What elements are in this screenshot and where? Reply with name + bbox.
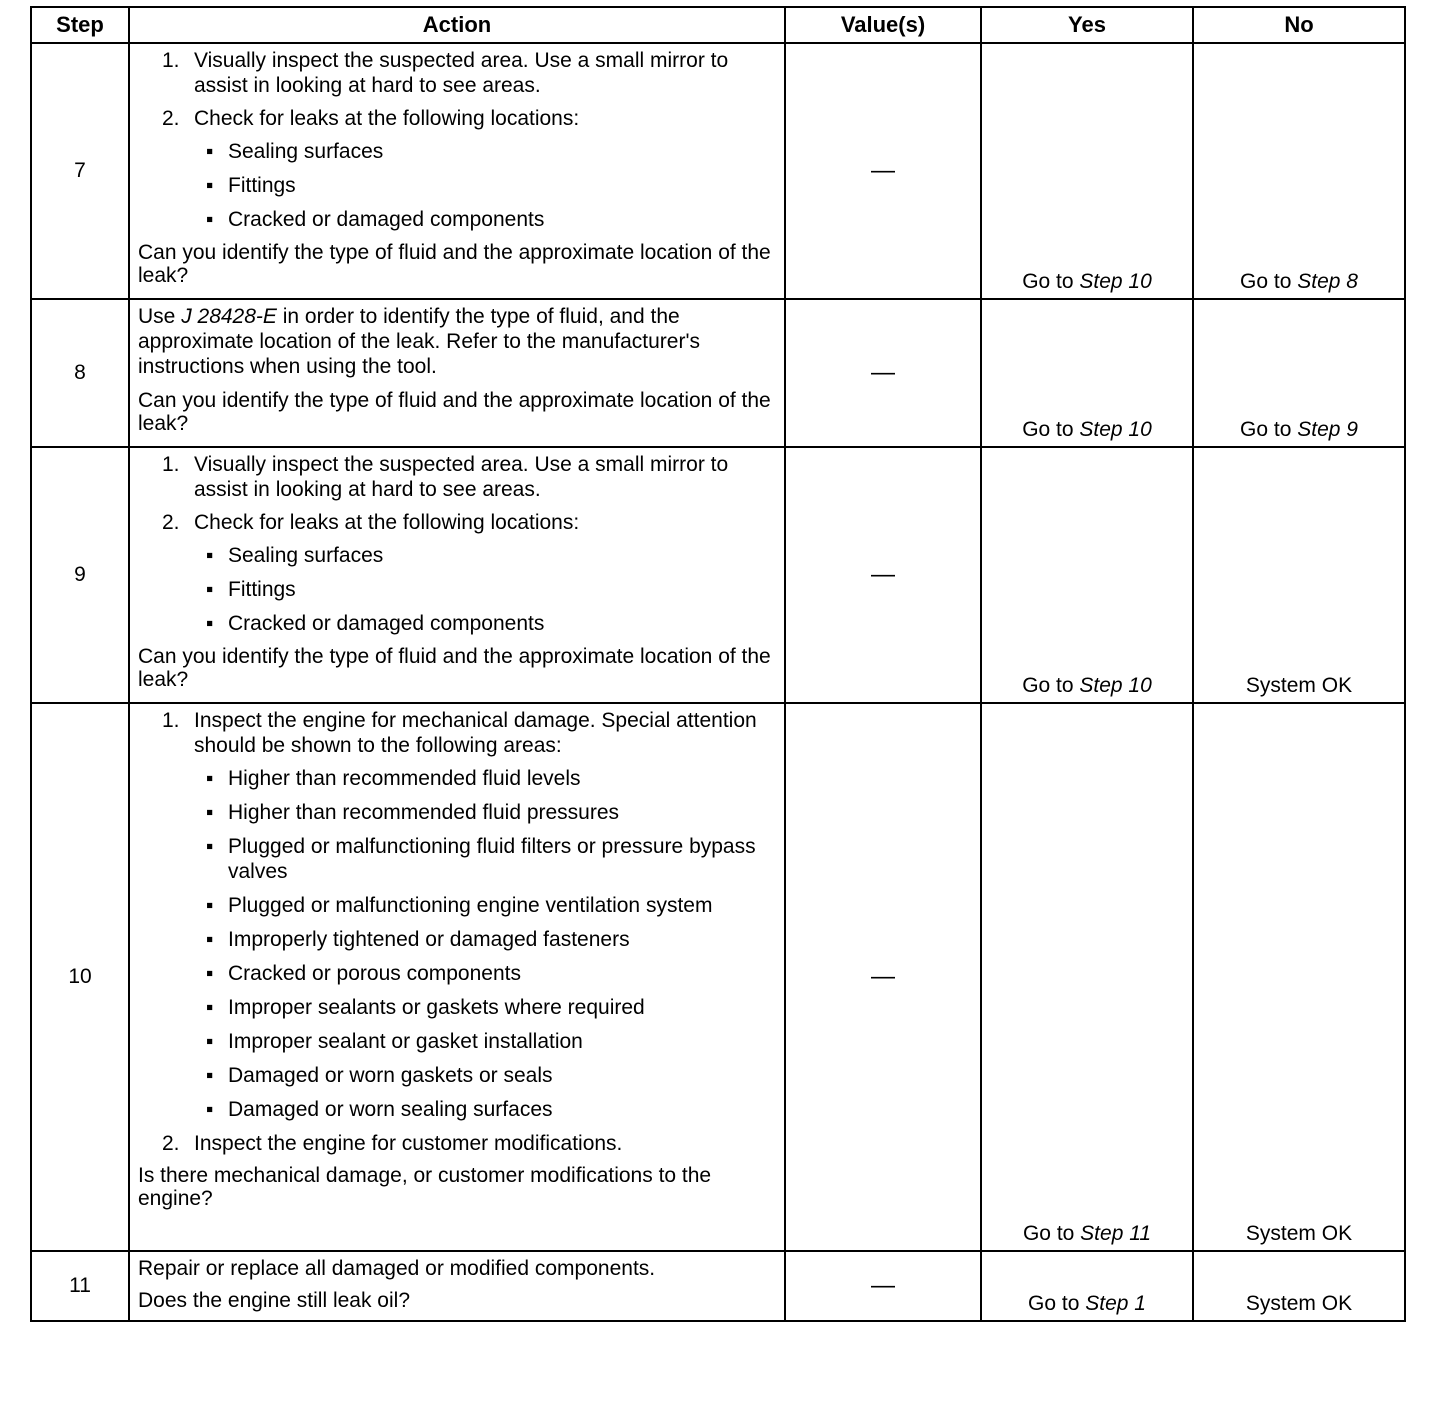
action-cell bbox=[129, 447, 785, 703]
yes-cell: Go to Step 10 bbox=[981, 299, 1193, 447]
numbered-item: 2. Check for leaks at the following locations: bbox=[162, 107, 580, 130]
bullet-icon: ▪ bbox=[206, 894, 214, 917]
question-text: Can you identify the type of fluid and the approximate location of the leak? bbox=[138, 645, 771, 691]
bullet-icon: ▪ bbox=[206, 1098, 214, 1121]
header-no: No bbox=[1193, 7, 1405, 43]
bullet-item: ▪ Plugged or malfunctioning engine ventilation system bbox=[206, 894, 713, 917]
bullet-item: ▪ Higher than recommended fluid pressures bbox=[206, 801, 620, 824]
header-action: Action bbox=[129, 7, 785, 43]
no-cell: Go to Step 8 bbox=[1193, 43, 1405, 299]
question-text: Is there mechanical damage, or customer modifications to the engine? bbox=[138, 1164, 712, 1210]
bullet-icon: ▪ bbox=[206, 1030, 214, 1053]
bullet-icon: ▪ bbox=[206, 140, 214, 163]
yes-cell: Go to Step 10 bbox=[981, 447, 1193, 703]
action-cell bbox=[129, 1251, 785, 1321]
step-ref: Step 9 bbox=[1297, 418, 1358, 441]
no-cell: Go to Step 9 bbox=[1193, 299, 1405, 447]
table-row-step-9 bbox=[31, 447, 1405, 703]
bullet-item: ▪ Damaged or worn sealing surfaces bbox=[206, 1098, 553, 1121]
instruction-text: Repair or replace all damaged or modified components. bbox=[138, 1257, 656, 1280]
no-cell: System OK bbox=[1193, 1251, 1405, 1321]
no-cell: System OK bbox=[1193, 703, 1405, 1251]
bullet-item: ▪ Improper sealant or gasket installation bbox=[206, 1030, 583, 1053]
bullet-icon: ▪ bbox=[206, 962, 214, 985]
question-text: Can you identify the type of fluid and the approximate location of the leak? bbox=[138, 389, 771, 435]
bullet-icon: ▪ bbox=[206, 835, 214, 858]
bullet-item: ▪ Fittings bbox=[206, 578, 296, 601]
numbered-item: 2. Inspect the engine for customer modifications. bbox=[162, 1132, 623, 1155]
no-cell: System OK bbox=[1193, 447, 1405, 703]
header-row bbox=[31, 7, 1405, 43]
bullet-icon: ▪ bbox=[206, 1064, 214, 1087]
bullet-item: ▪ Plugged or malfunctioning fluid filters or pressure bypass valves bbox=[206, 835, 756, 883]
table-row-step-10 bbox=[31, 703, 1405, 1251]
bullet-icon: ▪ bbox=[206, 544, 214, 567]
bullet-icon: ▪ bbox=[206, 612, 214, 635]
step-ref: Step 10 bbox=[1079, 674, 1152, 697]
yes-cell: Go to Step 10 bbox=[981, 43, 1193, 299]
tool-reference: J 28428-E bbox=[181, 305, 277, 328]
action-cell bbox=[129, 299, 785, 447]
bullet-icon: ▪ bbox=[206, 928, 214, 951]
step-number: 8 bbox=[31, 299, 129, 447]
bullet-item: ▪ Sealing surfaces bbox=[206, 544, 384, 567]
step-ref: Step 10 bbox=[1079, 418, 1152, 441]
diagnostic-table bbox=[30, 6, 1406, 1322]
step-ref: Step 11 bbox=[1080, 1222, 1152, 1245]
bullet-item: ▪ Damaged or worn gaskets or seals bbox=[206, 1064, 553, 1087]
diagnostic-table-page bbox=[30, 6, 1404, 1322]
bullet-item: ▪ Higher than recommended fluid levels bbox=[206, 767, 581, 790]
bullet-item: ▪ Improper sealants or gaskets where required bbox=[206, 996, 645, 1019]
numbered-item: 2. Check for leaks at the following locations: bbox=[162, 511, 580, 534]
value-cell: — bbox=[785, 299, 981, 447]
header-yes: Yes bbox=[981, 7, 1193, 43]
step-ref: Step 1 bbox=[1085, 1292, 1146, 1315]
bullet-item: ▪ Improperly tightened or damaged fasteners bbox=[206, 928, 630, 951]
bullet-icon: ▪ bbox=[206, 174, 214, 197]
yes-cell: Go to Step 1 bbox=[981, 1251, 1193, 1321]
bullet-icon: ▪ bbox=[206, 578, 214, 601]
numbered-item: 1. Visually inspect the suspected area. Use a small mirror to assist in looking at hard to see areas. bbox=[162, 453, 729, 501]
step-ref: Step 10 bbox=[1079, 270, 1152, 293]
bullet-item: ▪ Sealing surfaces bbox=[206, 140, 384, 163]
action-cell bbox=[129, 703, 785, 1251]
value-cell: — bbox=[785, 1251, 981, 1321]
question-text: Does the engine still leak oil? bbox=[138, 1289, 410, 1312]
bullet-icon: ▪ bbox=[206, 996, 214, 1019]
step-number: 11 bbox=[31, 1251, 129, 1321]
table-row-step-7 bbox=[31, 43, 1405, 299]
bullet-icon: ▪ bbox=[206, 801, 214, 824]
question-text: Can you identify the type of fluid and the approximate location of the leak? bbox=[138, 241, 771, 287]
bullet-item: ▪ Cracked or damaged components bbox=[206, 208, 545, 231]
value-cell: — bbox=[785, 447, 981, 703]
action-cell bbox=[129, 43, 785, 299]
table-row-step-11 bbox=[31, 1251, 1405, 1321]
yes-cell: Go to Step 11 bbox=[981, 703, 1193, 1251]
value-cell: — bbox=[785, 43, 981, 299]
value-cell: — bbox=[785, 703, 981, 1251]
bullet-item: ▪ Cracked or damaged components bbox=[206, 612, 545, 635]
bullet-item: ▪ Fittings bbox=[206, 174, 296, 197]
step-number: 10 bbox=[31, 703, 129, 1251]
header-values: Value(s) bbox=[785, 7, 981, 43]
table-row-step-8 bbox=[31, 299, 1405, 447]
numbered-item: 1. Visually inspect the suspected area. Use a small mirror to assist in looking at hard to see areas. bbox=[162, 49, 729, 97]
step-number: 9 bbox=[31, 447, 129, 703]
bullet-item: ▪ Cracked or porous components bbox=[206, 962, 521, 985]
bullet-icon: ▪ bbox=[206, 767, 214, 790]
step-number: 7 bbox=[31, 43, 129, 299]
bullet-icon: ▪ bbox=[206, 208, 214, 231]
header-step: Step bbox=[31, 7, 129, 43]
numbered-item: 1. Inspect the engine for mechanical damage. Special attention should be shown to the following areas: bbox=[162, 709, 757, 757]
step-ref: Step 8 bbox=[1297, 270, 1358, 293]
instruction-text: Use J 28428-E in order to identify the type of fluid, and the approximate location of the leak. Refer to the manufacturer's instructions when using the tool. bbox=[138, 305, 700, 378]
